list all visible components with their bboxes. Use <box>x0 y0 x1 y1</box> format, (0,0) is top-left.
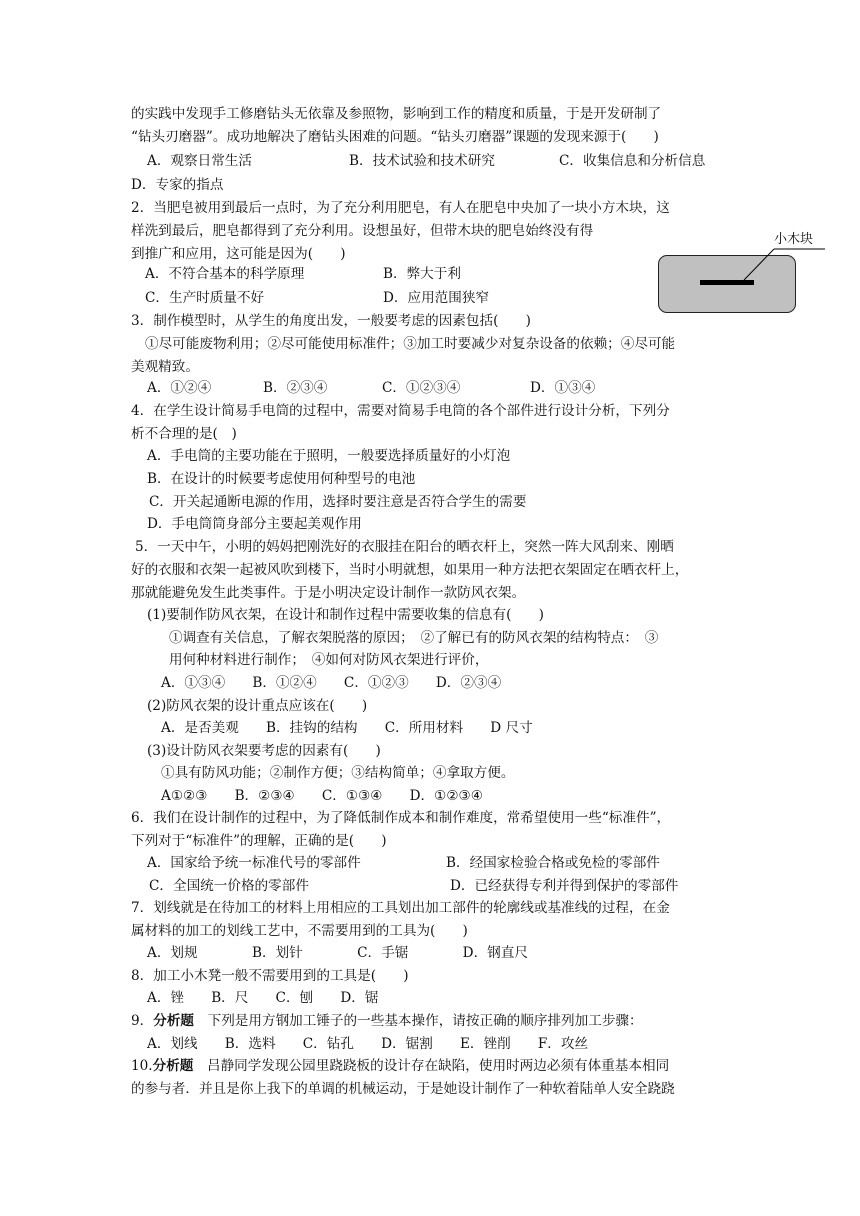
text-line: 那就能避免发生此类事件。于是小明决定设计制作一款防风衣架。 <box>131 585 526 601</box>
text-line: D．专家的指点 <box>131 177 224 193</box>
text-line: 美观精致。 <box>131 359 199 375</box>
text-line: 析不合理的是( ) <box>131 426 237 442</box>
options-line: A．划线 B．选料 C．钻孔 D．锯割 E．锉削 F．攻丝 <box>147 1036 589 1052</box>
option-b: B．在设计的时候要考虑使用何种型号的电池 <box>147 471 416 487</box>
option-d: D．应用范围狭窄 <box>383 290 490 306</box>
options-line: A．①③④ B．①②④ C．①②③ D．②③④ <box>161 675 502 691</box>
text-line: 属材料的加工的划线工艺中，不需要用到的工具为( ) <box>131 923 468 939</box>
option-c: C．全国统一价格的零部件 <box>149 878 309 894</box>
question-7: 7．划线就是在待加工的材料上用相应的工具划出加工部件的轮廓线或基准线的过程，在金 <box>131 900 670 916</box>
soap-figure <box>658 232 828 314</box>
options-line: A．是否美观 B．挂钩的结构 C．所用材料 D 尺寸 <box>161 720 533 736</box>
option-c: C．生产时质量不好 <box>145 290 265 306</box>
option-a: A．①②④ <box>147 380 212 396</box>
option-c: C．①②③④ <box>382 380 461 396</box>
question-3: 3．制作模型时，从学生的角度出发，一般要考虑的因素包括( ) <box>131 313 531 329</box>
question-text: 吕静同学发现公园里跷跷板的设计存在缺陷，使用时两边必须有体重基本相同 <box>193 1058 670 1074</box>
question-text: 下列是用方钢加工锤子的一些基本操作，请按正确的顺序排列加工步骤： <box>194 1013 643 1029</box>
question-4: 4．在学生设计简易手电筒的过程中，需要对简易手电筒的各个部件进行设计分析，下列分 <box>131 403 670 419</box>
text-line: “钻头刃磨器”。成功地解决了磨钻头困难的问题。“钻头刃磨器”课题的发现来源于( ) <box>131 129 659 145</box>
section-label: 分析题 <box>152 1058 194 1074</box>
option-d: D．已经获得专利并得到保护的零部件 <box>450 878 679 894</box>
option-b: B．弊大于利 <box>383 266 461 282</box>
text-line: ①调查有关信息，了解衣架脱落的原因； ②了解已有的防风衣架的结构特点： ③ <box>169 630 659 646</box>
text-line: 用何种材料进行制作； ④如何对防风衣架进行评价， <box>169 652 489 668</box>
option-b: B．经国家检验合格或免检的零部件 <box>446 855 660 871</box>
text-line: 好的衣服和衣架一起被风吹到楼下，当时小明就想，如果用一种方法把衣架固定在晒衣杆上， <box>131 562 689 578</box>
options-line: A①②③ B．②③④ C．①③④ D．①②③④ <box>161 788 483 804</box>
question-number: 10. <box>131 1058 153 1074</box>
options-line: A．锉 B．尺 C．刨 D．锯 <box>147 990 379 1006</box>
text-line: 的实践中发现手工修磨钻头无依靠及参照物，影响到工作的精度和质量，于是开发研制了 <box>131 106 662 122</box>
text-line: 下列对于“标准件”的理解，正确的是( ) <box>131 833 387 849</box>
option-b: B．②③④ <box>263 380 328 396</box>
question-6: 6．我们在设计制作的过程中，为了降低制作成本和制作难度，常希望使用一些“标准件”， <box>131 810 671 826</box>
option-a: A．国家给予统一标准代号的零部件 <box>147 855 361 871</box>
option-b: B．技术试验和技术研究 <box>349 153 495 169</box>
sub-question-1: (1)要制作防风衣架，在设计和制作过程中需要收集的信息有( ) <box>147 607 544 623</box>
question-number: 9． <box>131 1013 154 1029</box>
option-a: A．不符合基本的科学原理 <box>145 266 305 282</box>
figure-label: 小木块 <box>774 232 814 247</box>
question-8: 8．加工小木凳一般不需要用到的工具是( ) <box>131 968 409 984</box>
text-line: ①尽可能废物利用；②尽可能使用标准件；③加工时要减少对复杂设备的依赖；④尽可能 <box>145 336 676 352</box>
text-line: 的参与者．并且是你上我下的单调的机械运动，于是她设计制作了一种软着陆单人安全跷跷 <box>131 1081 675 1097</box>
section-label: 分析题 <box>153 1013 195 1029</box>
option-c: C．开关起通断电源的作用，选择时要注意是否符合学生的需要 <box>149 494 527 510</box>
option-d: D．手电筒筒身部分主要起美观作用 <box>147 516 362 532</box>
sub-question-3: (3)设计防风衣架要考虑的因素有( ) <box>147 743 381 759</box>
option-c: C．收集信息和分析信息 <box>559 153 706 169</box>
options-line: A．划规 B．划针 C．手锯 D．钢直尺 <box>147 945 528 961</box>
text-line: 样洗到最后，肥皂都得到了充分利用。设想虽好，但带木块的肥皂始终没有得 <box>131 223 594 239</box>
option-d: D．①③④ <box>530 380 596 396</box>
question-10 <box>131 1056 669 1076</box>
option-a: A．观察日常生活 <box>147 153 252 169</box>
option-a: A．手电筒的主要功能在于照明，一般要选择质量好的小灯泡 <box>147 448 511 464</box>
question-5: 5．一天中午，小明的妈妈把刚洗好的衣服挂在阳台的晒衣杆上，突然一阵大风刮来、刚晒 <box>135 539 674 555</box>
text-line: ①具有防风功能；②制作方便；③结构简单；④拿取方便。 <box>161 765 515 781</box>
question-2: 2．当肥皂被用到最后一点时，为了充分利用肥皂，有人在肥皂中央加了一块小方木块，这 <box>131 200 670 216</box>
sub-question-2: (2)防风衣架的设计重点应该在( ) <box>147 698 368 714</box>
question-9 <box>131 1011 643 1031</box>
text-line: 到推广和应用，这可能是因为( ) <box>131 246 346 262</box>
